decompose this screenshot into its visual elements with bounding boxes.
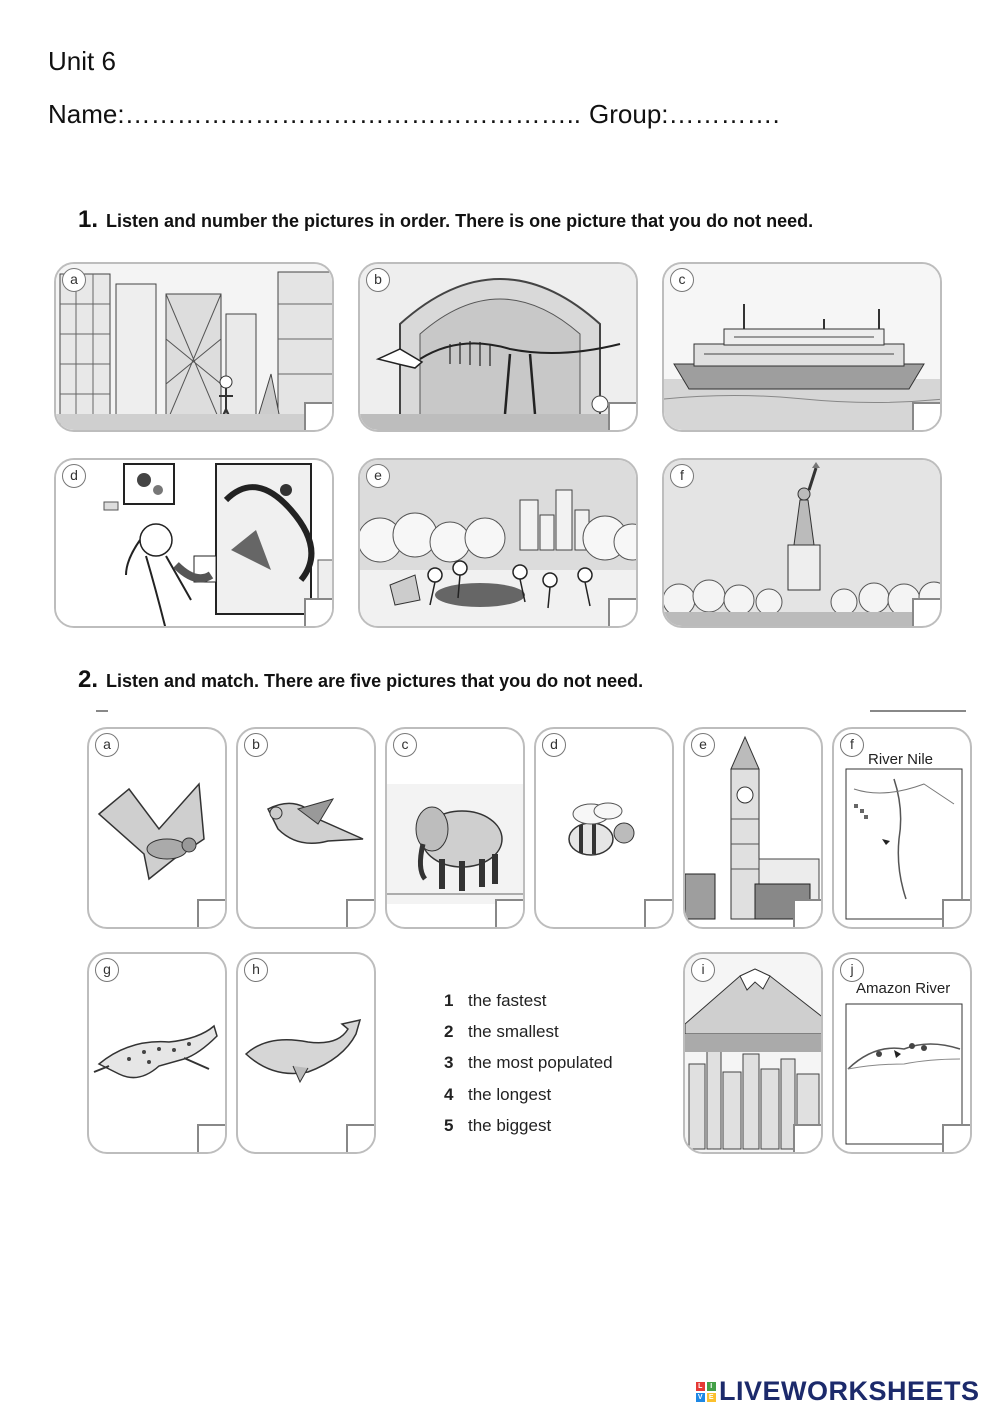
divider-left: [96, 710, 108, 712]
exercise-1-number: 1.: [78, 206, 99, 233]
answer-box-f[interactable]: [912, 598, 942, 628]
option-item: 4 the longest: [444, 1084, 552, 1104]
logo-letter: L: [696, 1382, 705, 1391]
picture-letter: f: [670, 464, 694, 488]
answer-box-2j[interactable]: [942, 1124, 972, 1154]
divider-right: [870, 710, 966, 712]
answer-box-2g[interactable]: [197, 1124, 227, 1154]
picture-letter: b: [244, 733, 268, 757]
group-label: Group:: [589, 99, 669, 129]
park-picnic-illustration: [360, 460, 638, 628]
unit-title: Unit 6: [48, 46, 116, 76]
option-item: 1 the fastest: [444, 990, 547, 1010]
picture-letter: c: [670, 268, 694, 292]
ex1-picture-b: [358, 262, 638, 432]
answer-box-2f[interactable]: [942, 899, 972, 929]
option-item: 5 the biggest: [444, 1116, 552, 1136]
city-street-illustration: [56, 264, 334, 432]
ex1-picture-e: [358, 458, 638, 628]
option-item: 3 the most populated: [444, 1053, 613, 1073]
answer-box-c[interactable]: [912, 402, 942, 432]
answer-box-2i[interactable]: [793, 1124, 823, 1154]
ex2-picture-b: [236, 727, 376, 929]
ferry-boat-illustration: [664, 264, 942, 432]
picture-letter: h: [244, 958, 268, 982]
ex2-picture-i: [683, 952, 823, 1154]
name-group-line: [48, 99, 780, 130]
ex1-picture-f: [662, 458, 942, 628]
answer-box-2e[interactable]: [793, 899, 823, 929]
map-label-nile: River Nile: [868, 751, 934, 768]
matching-options-list: [444, 985, 613, 1142]
answer-box-2h[interactable]: [346, 1124, 376, 1154]
answer-box-2a[interactable]: [197, 899, 227, 929]
picture-letter: c: [393, 733, 417, 757]
logo-mark-icon: [696, 1382, 716, 1402]
picture-letter: j: [840, 958, 864, 982]
exercise-2-text: Listen and match. There are five pictures that you do not need.: [106, 671, 644, 691]
map-label-amazon: Amazon River: [856, 980, 951, 997]
answer-box-2c[interactable]: [495, 899, 525, 929]
ex2-picture-j: [832, 952, 972, 1154]
picture-letter: d: [542, 733, 566, 757]
ex2-picture-c: [385, 727, 525, 929]
ex1-picture-a: [54, 262, 334, 432]
name-label: Name:: [48, 99, 125, 129]
art-gallery-illustration: [56, 460, 334, 628]
picture-letter: e: [691, 733, 715, 757]
answer-box-2b[interactable]: [346, 899, 376, 929]
picture-letter: d: [62, 464, 86, 488]
dinosaur-museum-illustration: [360, 264, 638, 432]
logo-letter: V: [697, 1393, 704, 1401]
picture-letter: b: [366, 268, 390, 292]
answer-box-a[interactable]: [304, 402, 334, 432]
exercise-1-text: Listen and number the pictures in order. There is one picture that you do not need.: [106, 211, 814, 231]
liveworksheets-logo: [696, 1376, 980, 1407]
ex2-picture-f: [832, 727, 972, 929]
ex1-picture-d: [54, 458, 334, 628]
picture-letter: e: [366, 464, 390, 488]
answer-box-b[interactable]: [608, 402, 638, 432]
picture-letter: f: [840, 733, 864, 757]
exercise-1-instruction: [78, 206, 813, 234]
exercise-2-instruction: [78, 666, 643, 694]
picture-letter: g: [95, 958, 119, 982]
statue-of-liberty-illustration: [664, 460, 942, 628]
group-field[interactable]: ………….: [668, 99, 780, 129]
name-field[interactable]: ……………………………………………..: [124, 99, 582, 129]
answer-box-2d[interactable]: [644, 899, 674, 929]
answer-box-d[interactable]: [304, 598, 334, 628]
ex2-picture-e: [683, 727, 823, 929]
ex2-picture-a: [87, 727, 227, 929]
picture-letter: a: [62, 268, 86, 292]
answer-box-e[interactable]: [608, 598, 638, 628]
logo-text: LIVEWORKSHEETS: [719, 1376, 980, 1406]
logo-letter: I: [707, 1382, 716, 1391]
ex2-picture-d: [534, 727, 674, 929]
exercise-2-number: 2.: [78, 666, 99, 693]
logo-letter: E: [708, 1393, 715, 1401]
ex2-picture-g: [87, 952, 227, 1154]
ex1-picture-c: [662, 262, 942, 432]
picture-letter: a: [95, 733, 119, 757]
option-item: 2 the smallest: [444, 1022, 559, 1042]
ex2-picture-h: [236, 952, 376, 1154]
picture-letter: i: [691, 958, 715, 982]
